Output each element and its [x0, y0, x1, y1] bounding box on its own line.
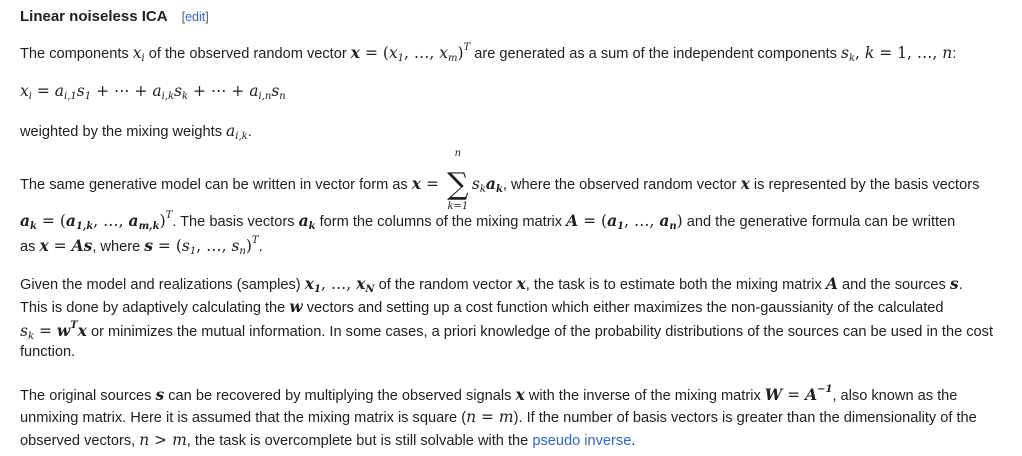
paragraph-line-2: weighted by the mixing weights $a_{i,k}$. — [20, 122, 252, 142]
paragraph-line-1: The components $x_i$ of the observed random vector $x = (x_1$, …, $x_m)^T$ are generated as a sum of the independent components $s_k$, k = 1, …, n: — [20, 42, 957, 64]
paragraph-line-7: This is done by adaptively calculating the w vectors and setting up a cost function which either maximizes the non-gaussianity of the calculated — [20, 297, 944, 316]
math-x-vector: x — [350, 43, 361, 62]
paragraph-line-12: observed vectors, n > m, the task is overcomplete but is still solvable with the pseudo inverse. — [20, 431, 636, 449]
section-heading — [20, 8, 209, 25]
paragraph-line-5: as x = As, where $s = (s_1$, …, $s_n)^T$. — [20, 235, 263, 257]
paragraph-line-11: unmixing matrix. Here it is assumed that the mixing matrix is square (n = m). If the number of basis vectors is greater than the dimensionality of the — [20, 408, 977, 426]
paragraph-line-3: The same generative model can be written in vector form as x = n ∑ k=1 $s_ka_k$, where the observed random vector x is represented by the basis vectors — [20, 148, 980, 212]
math-xi: $x_i$ — [132, 44, 145, 64]
edit-section: [edit] — [181, 10, 209, 24]
paragraph-line-6: Given the model and realizations (samples) $x_1$, …, $x_N$ of the random vector x, the task is to estimate both the mixing matrix A and the sources s. — [20, 274, 963, 295]
paragraph-line-8: $s_k = w^Tx$ or minimizes the mutual information. In some cases, a priori knowledge of the probability distributions of the sources can be used in the cost — [20, 320, 994, 342]
paragraph-line-10: The original sources s can be recovered by multiplying the observed signals x with the inverse of the mixing matrix $W = A^{-1}$, also known as the — [20, 384, 958, 404]
edit-link[interactable]: edit — [185, 10, 206, 24]
summation-symbol: n ∑ k=1 — [447, 148, 469, 212]
paragraph-line-4: $a_k = (a_{1,k}$, …, $a_{m,k})^T$. The basis vectors $a_k$ form the columns of the mixing matrix $A = (a_1$, …, $a_n$) and the generative formula can be written — [20, 210, 956, 232]
section-title: Linear noiseless ICA — [20, 8, 168, 25]
pseudo-inverse-link[interactable]: pseudo inverse — [532, 433, 632, 449]
equation-line: $x_i = a_{i,1}s_1$ + ⋯ + $a_{i,k}s_k$ + ⋯ + $a_{i,n}s_n$ — [20, 82, 286, 102]
math-equation: $x_i$ — [20, 82, 32, 102]
paragraph-line-9: function. — [20, 344, 76, 360]
